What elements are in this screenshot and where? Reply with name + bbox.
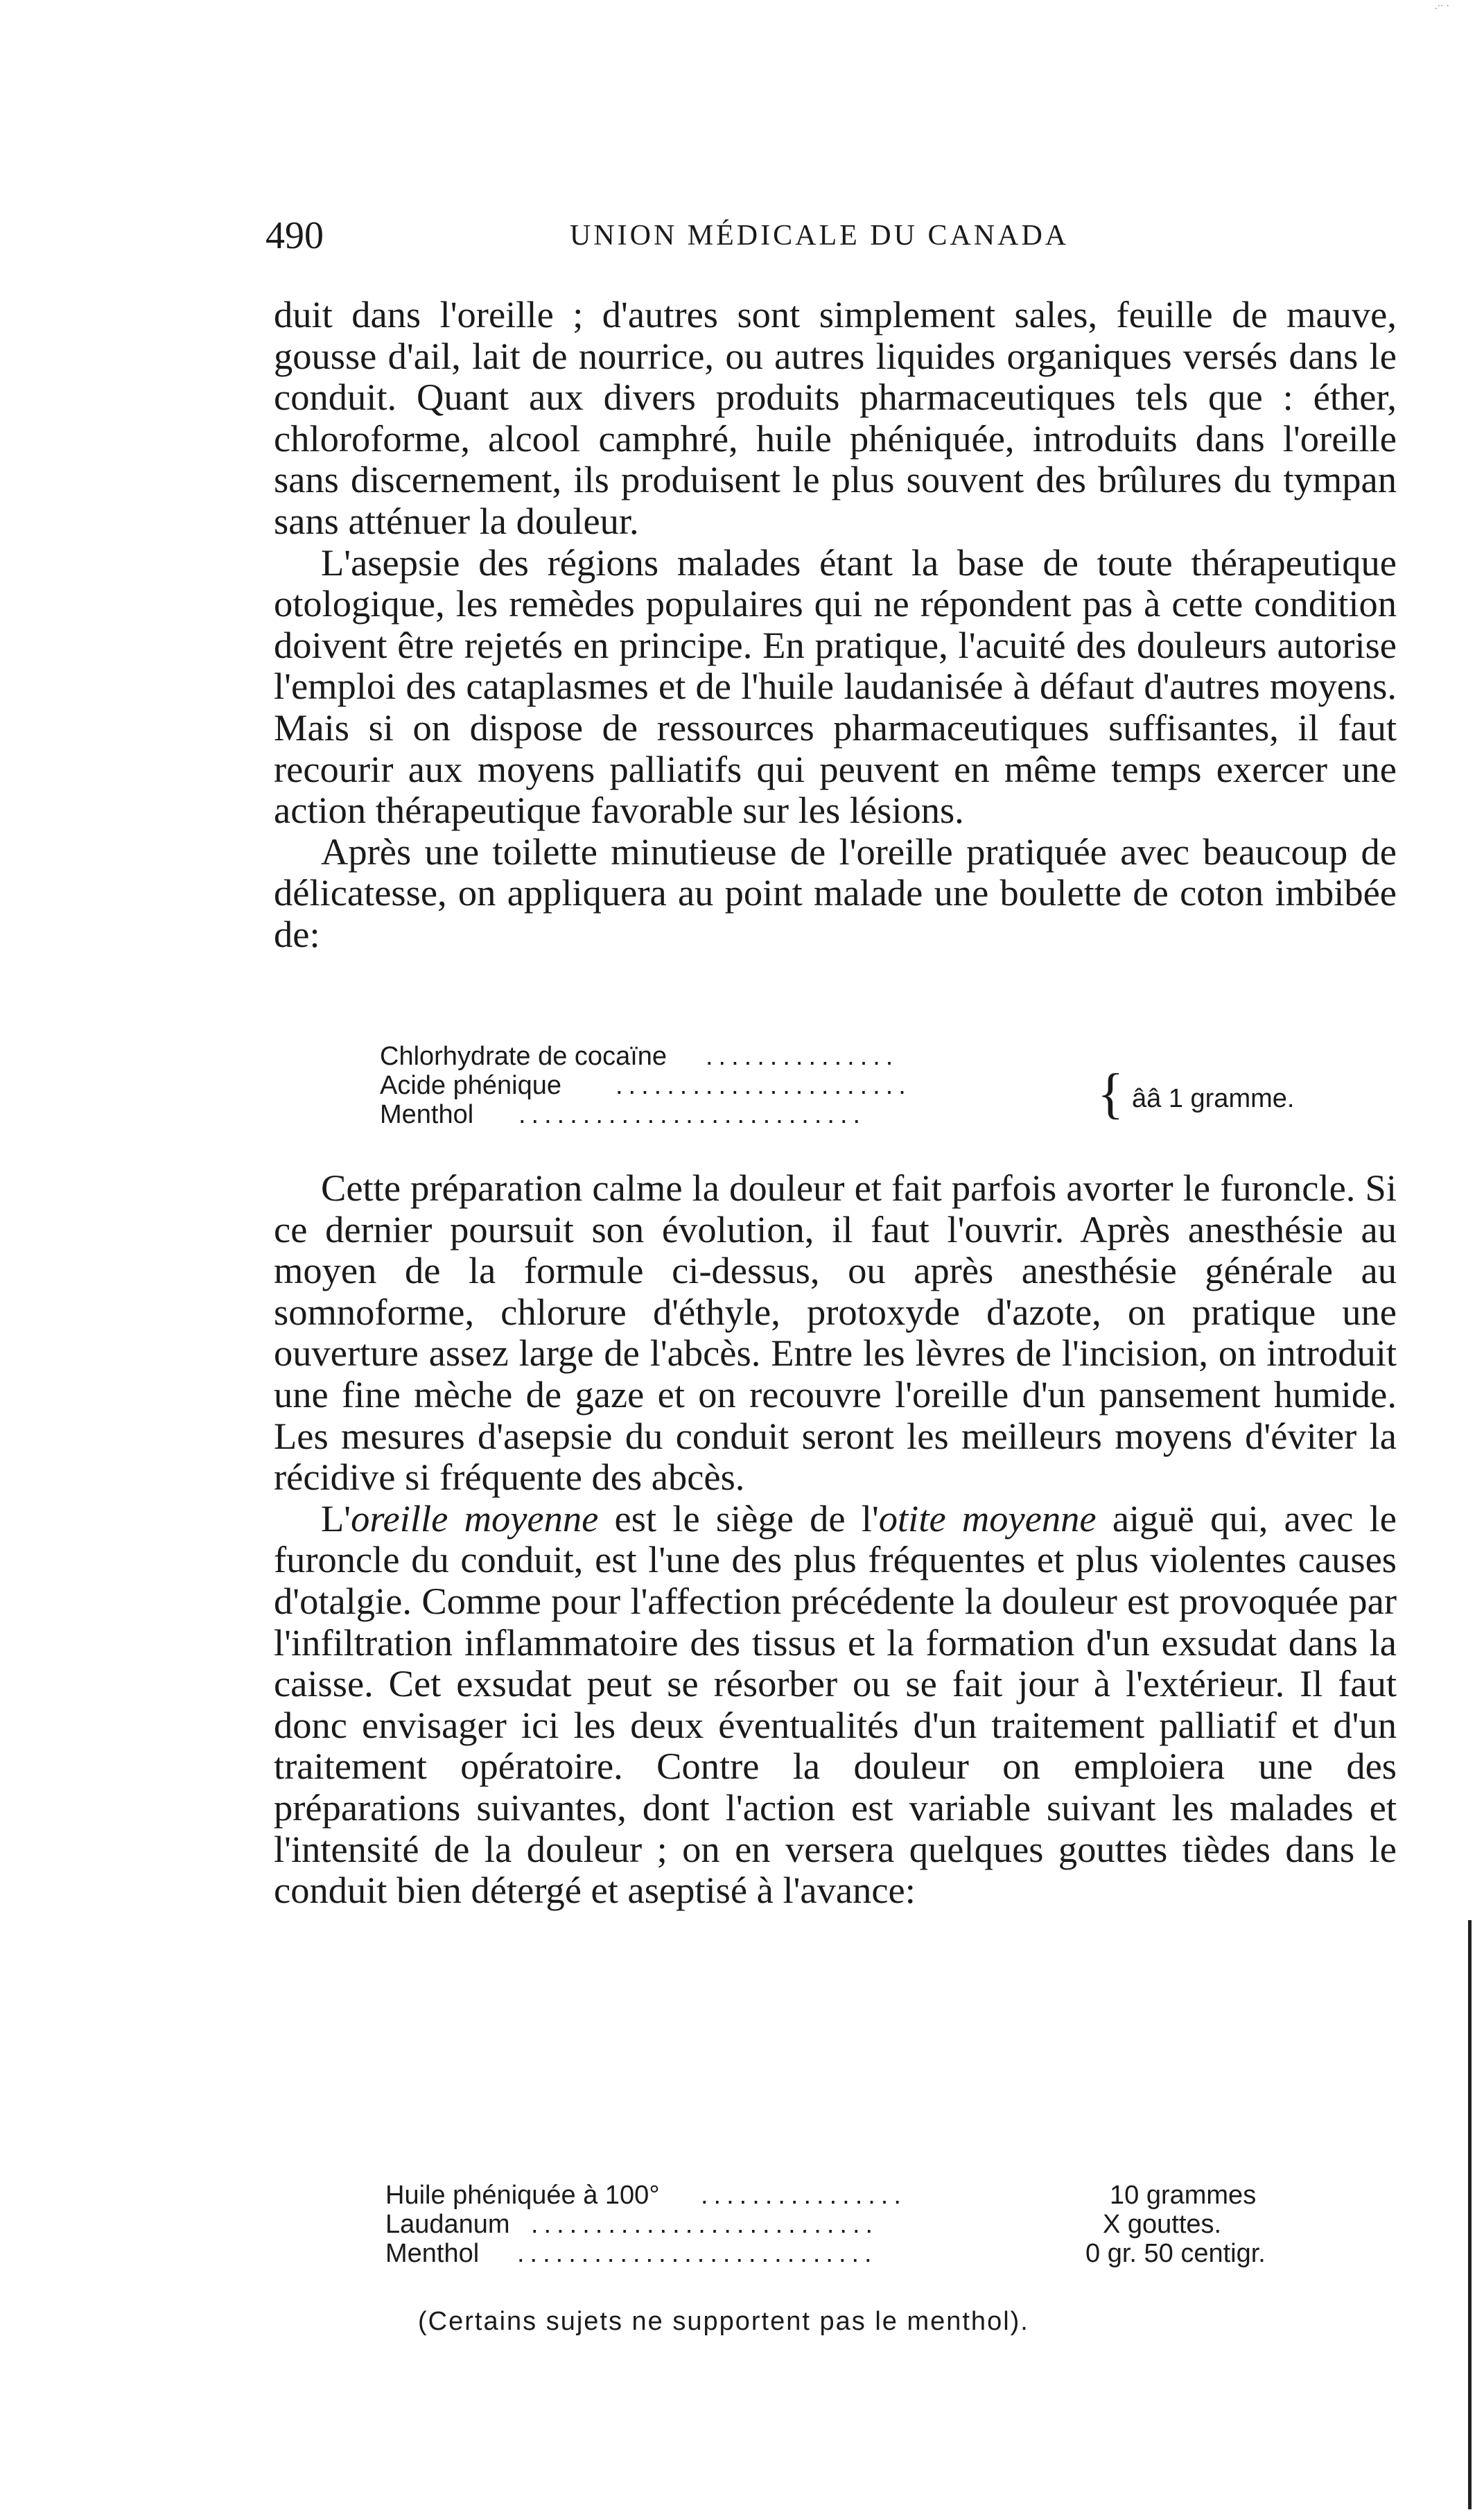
- otite-article: L': [321, 1497, 351, 1540]
- otite-mid: est le siège de l': [598, 1497, 879, 1540]
- formula-leader: ...............: [706, 1042, 899, 1071]
- formula-ingredient: Laudanum: [385, 2210, 510, 2239]
- formula-leader: ................: [701, 2181, 907, 2210]
- formula-leader: .......................: [616, 1071, 911, 1100]
- corner-mark: .·· ·: [1435, 1, 1449, 12]
- running-head: UNION MÉDICALE DU CANADA: [570, 220, 1070, 252]
- formula-leader: ............................: [517, 2239, 878, 2268]
- formula-quantity: ââ 1 gramme.: [1132, 1084, 1295, 1113]
- formula-leader: ...........................: [518, 1100, 866, 1129]
- formula-ingredient: Chlorhydrate de cocaïne: [380, 1042, 667, 1071]
- formula-ingredient: Menthol: [385, 2239, 480, 2268]
- paragraph-2: L'asepsie des régions malades étant la base de toute thérapeutique otologique, les remèdes populaires qui ne répondent pas à cette condition doivent être rejetés en principe. En pratique, l'acuité des douleurs autorise l'emploi des cataplasmes et de l'huile laudanisée à défaut d'autres moyens. Mais si on dispose de ressources pharmaceutiques suffisantes, il faut recourir aux moyens palliatifs qui peuvent en même temps exercer une action thérapeutique favorable sur les lésions.: [274, 541, 1397, 832]
- formula-cocaine: [380, 1042, 1364, 1129]
- otite-conclusion: Contre la douleur on emploiera une des préparations suivantes, dont l'action est variable suivant les malades et l'intensité de la douleur ; on en versera quelques gouttes tièdes dans le conduit bien détergé et aseptisé à l'avance:: [274, 1745, 1397, 1912]
- term-otite-moyenne: otite moyenne: [878, 1497, 1097, 1540]
- formula-ingredient: Acide phénique: [380, 1071, 561, 1100]
- body-text-top: [274, 294, 1397, 955]
- paragraph-1: duit dans l'oreille ; d'autres sont simplement sales, feuille de mauve, gousse d'ail, lait de nourrice, ou autres liquides organiques versés dans le conduit. Quant aux divers produits pharmaceutiques tels que : éther, chloroforme, alcool camphré, huile phéniquée, introduits dans l'oreille sans discernement, ils produisent le plus souvent des brûlures du tympan sans atténuer la douleur.: [274, 293, 1397, 542]
- formula-row: [385, 2181, 1370, 2210]
- formula-quantity: X gouttes.: [1103, 2210, 1222, 2239]
- paragraph-4: Cette préparation calme la douleur et fait parfois avorter le furoncle. Si ce dernier poursuit son évolution, il faut l'ouvrir. Après anesthésie au moyen de la formule ci-dessus, ou après anesthésie générale au somnoforme, chlorure d'éthyle, protoxyde d'azote, on pratique une ouverture assez large de l'abcès. Entre les lèvres de l'incision, on introduit une fine mèche de gaze et on recouvre l'oreille d'un pansement humide. Les mesures d'asepsie du conduit seront les meilleurs moyens d'éviter la récidive si fréquente des abcès.: [274, 1167, 1397, 1499]
- formula-row: [380, 1042, 1364, 1071]
- formula-quantity: 10 grammes: [1110, 2181, 1257, 2210]
- term-oreille-moyenne: oreille moyenne: [351, 1497, 599, 1540]
- otite-rest: aiguë qui, avec le furoncle du conduit, est l'une des plus fréquentes et plus violentes causes d'otalgie. Comme pour l'affection précédente la douleur est provoquée par l'infiltration inflammatoire des tissus et la formation d'un exsudat dans la caisse. Cet exsudat peut se résorber ou se fait jour à l'extérieur. Il faut donc envisager ici les deux éventualités d'un traitement palliatif et d'un traitement opératoire.: [274, 1497, 1397, 1788]
- formula-ingredient: Menthol: [380, 1100, 474, 1129]
- footnote: (Certains sujets ne supportent pas le menthol).: [418, 2307, 1029, 2336]
- formula-huile: [385, 2181, 1370, 2268]
- page-number: 490: [265, 214, 324, 257]
- formula-row: [385, 2210, 1370, 2239]
- body-text-middle: [274, 1167, 1397, 1911]
- formula-brace: {: [1097, 1063, 1124, 1124]
- formula-row: [385, 2239, 1370, 2268]
- paragraph-3: Après une toilette minutieuse de l'oreille pratiquée avec beaucoup de délicatesse, on appliquera au point malade une boulette de coton imbibée de:: [274, 830, 1397, 955]
- page-edge-mark: [1468, 1920, 1472, 2509]
- paragraph-5: [274, 1498, 1397, 1911]
- formula-quantity: 0 gr. 50 centigr.: [1085, 2239, 1266, 2268]
- formula-leader: ...........................: [531, 2210, 879, 2239]
- formula-ingredient: Huile phéniquée à 100°: [385, 2181, 660, 2210]
